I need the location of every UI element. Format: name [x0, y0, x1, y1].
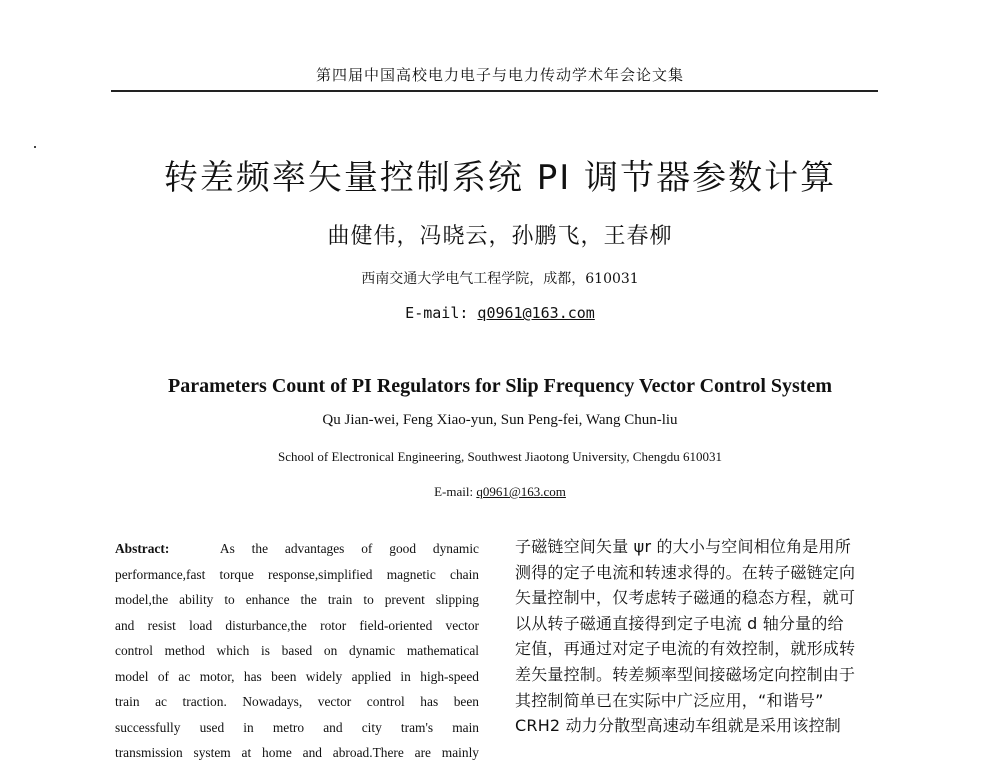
chinese-body-column: [515, 534, 880, 739]
body-line: 其控制简单已在实际中广泛应用，“和谐号”: [515, 690, 824, 710]
english-title: Parameters Count of PI Regulators for Slip Frequency Vector Control System: [167, 375, 832, 397]
abstract-label: Abstract:: [115, 541, 170, 556]
english-authors: Qu Jian-wei, Feng Xiao-yun, Sun Peng-fei, Wang Chun-liu: [322, 412, 678, 428]
abstract-line: model,the ability to enhance the train to prevent slipping: [115, 592, 479, 607]
abstract-line: model of ac motor, has been widely applied in high-speed: [115, 668, 479, 684]
abstract-column: [115, 536, 479, 766]
header-rule: [111, 90, 878, 92]
body-line: 矢量控制中，仅考虑转子磁通的稳态方程，就可: [515, 588, 856, 608]
body-line: 以从转子磁通直接得到定子电流 d 轴分量的给: [515, 613, 844, 633]
abstract-text: As the advantages of good dynamic: [219, 541, 480, 556]
body-line: 子磁链空间矢量 ψr 的大小与空间相位角是用所: [515, 537, 851, 556]
abstract-line: and resist load disturbance,the rotor field-oriented vector: [115, 617, 479, 633]
abstract-line: control method which is based on dynamic mathematical: [115, 643, 479, 658]
email-label: E-mail:: [405, 304, 478, 322]
chinese-authors: 曲健伟，冯晓云，孙鹏飞，王春柳: [327, 224, 673, 249]
abstract-line: performance,fast torque response,simplified magnetic chain: [115, 566, 479, 582]
body-line: 差矢量控制。转差频率型间接磁场定向控制由于: [515, 664, 856, 684]
email-label: E-mail:: [434, 484, 477, 499]
running-head: 第四届中国高校电力电子与电力传动学术年会论文集: [315, 66, 684, 84]
abstract-line: [115, 536, 479, 562]
chinese-title: 转差频率矢量控制系统 PI 调节器参数计算: [163, 158, 837, 198]
chinese-email-line: [0, 304, 1000, 322]
english-affiliation: School of Electronical Engineering, Southwest Jiaotong University, Chengdu 610031: [278, 449, 722, 464]
abstract-line: successfully used in metro and city tram's main: [115, 719, 479, 735]
english-email-line: [0, 484, 1000, 500]
chinese-affiliation: 西南交通大学电气工程学院，成都，610031: [361, 271, 639, 287]
email-link[interactable]: q0961@163.com: [476, 484, 566, 499]
email-link[interactable]: q0961@163.com: [477, 304, 595, 322]
abstract-line: train ac traction. Nowadays, vector control has been: [115, 694, 479, 709]
scan-speck: [34, 146, 36, 148]
body-line: CRH2 动力分散型高速动车组就是采用该控制: [515, 716, 841, 736]
abstract-line: transmission system at home and abroad.There are mainly: [115, 745, 479, 760]
body-line: 测得的定子电流和转速求得的。在转子磁链定向: [515, 562, 856, 582]
body-line: 定值，再通过对定子电流的有效控制，就形成转: [515, 639, 856, 659]
